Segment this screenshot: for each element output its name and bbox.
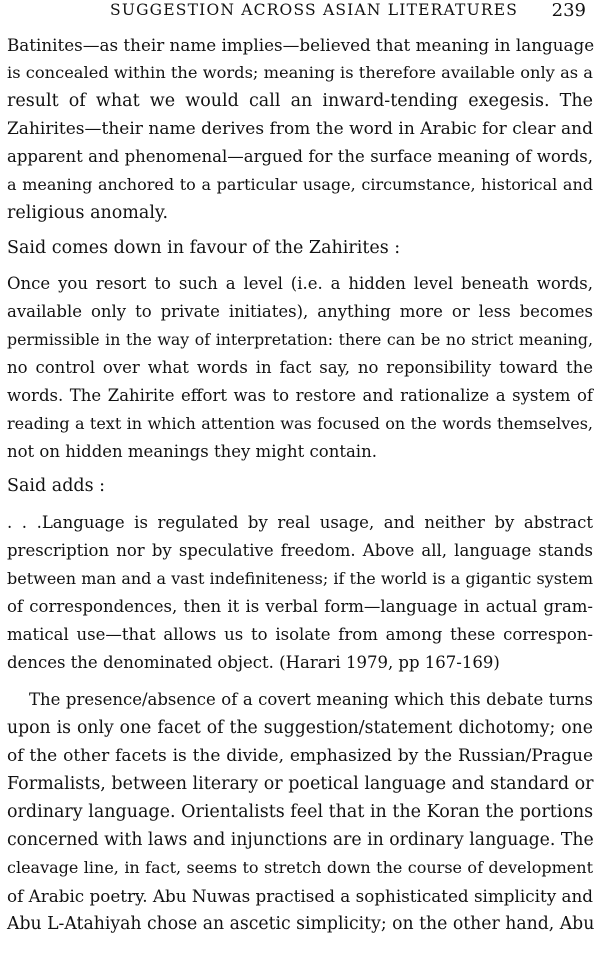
text-line: is concealed within the words; meaning is therefore available only as a <box>7 63 593 82</box>
text-line: Abu L-Atahiyah chose an ascetic simplicity; on the other hand, Abu <box>7 914 595 934</box>
text-line: The presence/absence of a covert meaning which this debate turns <box>29 690 593 709</box>
text-line: religious anomaly. <box>7 203 169 223</box>
text-line: dences the denominated object. (Harari 1979, pp 167-169) <box>7 653 500 672</box>
text-line: matical use—that allows us to isolate from among these correspon- <box>7 625 593 644</box>
text-line: a meaning anchored to a particular usage, circumstance, historical and <box>7 175 593 194</box>
text-line: permissible in the way of interpretation: there can be no strict meaning, <box>7 330 593 349</box>
text-line: Once you resort to such a level (i.e. a hidden level beneath words, <box>7 274 593 293</box>
text-line: between man and a vast indefiniteness; if the world is a gigantic system <box>7 569 593 588</box>
text-line: Said comes down in favour of the Zahirites : <box>7 238 401 258</box>
text-line: concerned with laws and injunctions are in ordinary language. The <box>7 830 594 850</box>
text-line: not on hidden meanings they might contain. <box>7 442 377 461</box>
text-line: no control over what words in fact say, no reponsibility toward the <box>7 358 593 377</box>
text-line: Zahirites—their name derives from the word in Arabic for clear and <box>7 119 593 139</box>
page-number: 239 <box>551 0 586 21</box>
text-line: result of what we would call an inward-tending exegesis. The <box>7 91 593 111</box>
text-line: apparent and phenomenal—argued for the surface meaning of words, <box>7 147 593 166</box>
text-line: Batinites—as their name implies—believed that meaning in language <box>7 35 595 55</box>
text-line: prescription nor by speculative freedom. Above all, language stands <box>7 541 593 560</box>
text-line: . . .Language is regulated by real usage, and neither by abstract <box>7 513 593 532</box>
text-line: of the other facets is the divide, emphasized by the Russian/Prague <box>7 746 593 766</box>
text-line: of Arabic poetry. Abu Nuwas practised a sophisticated simplicity and <box>7 886 593 906</box>
text-line: upon is only one facet of the suggestion/statement dichotomy; one <box>7 718 593 738</box>
running-head: SUGGESTION ACROSS ASIAN LITERATURES <box>110 1 519 19</box>
text-line: ordinary language. Orientalists feel that in the Koran the portions <box>7 802 594 822</box>
text-line: Formalists, between literary or poetical language and standard or <box>7 774 594 794</box>
text-line: words. The Zahirite effort was to restore and rationalize a system of <box>7 386 593 405</box>
text-line: cleavage line, in fact, seems to stretch down the course of development <box>7 858 593 877</box>
text-line: reading a text in which attention was focused on the words themselves, <box>7 414 593 433</box>
text-line: Said adds : <box>7 476 106 496</box>
page-header <box>0 0 600 24</box>
text-line: of correspondences, then it is verbal form—language in actual gram- <box>7 597 593 616</box>
text-line: available only to private initiates), anything more or less becomes <box>7 302 593 321</box>
